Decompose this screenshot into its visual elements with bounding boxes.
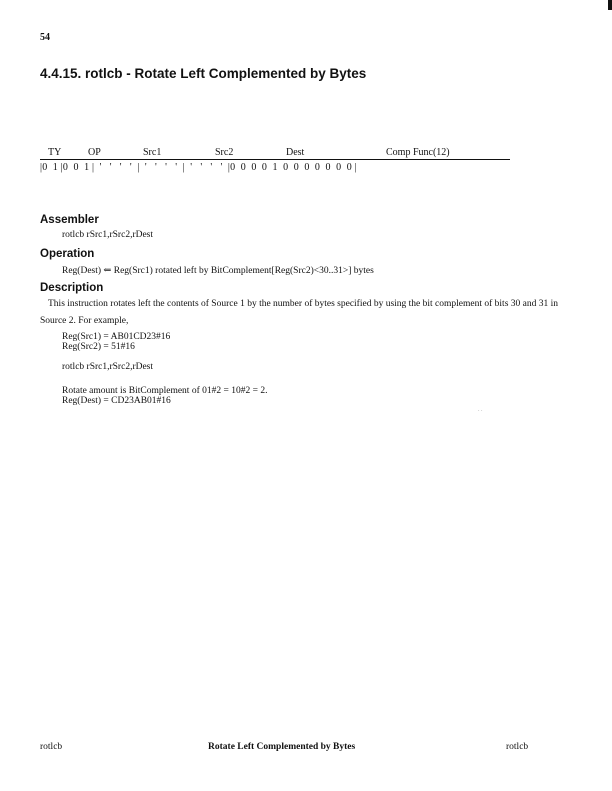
page-number: 54 — [40, 32, 50, 43]
field-label-comp-func: Comp Func(12) — [386, 147, 450, 158]
footer-right: rotlcb — [506, 742, 529, 752]
assembler-heading: Assembler — [40, 214, 99, 226]
operation-heading: Operation — [40, 248, 95, 260]
instruction-encoding — [40, 147, 510, 183]
example-line: Reg(Src1) = AB01CD23#16 — [62, 332, 171, 342]
field-label-ty: TY — [48, 147, 62, 158]
example-line: Reg(Src2) = 51#16 — [62, 342, 135, 352]
description-heading: Description — [40, 282, 104, 294]
field-label-dest: Dest — [286, 147, 305, 158]
page-edge-mark — [608, 0, 612, 10]
field-label-src1: Src1 — [143, 147, 162, 158]
scan-speck: . . — [478, 407, 483, 413]
section-title: 4.4.15. rotlcb - Rotate Left Complemented by Bytes — [40, 66, 367, 81]
operation-text: Reg(Dest) ⇐ Reg(Src1) rotated left by BitComplement[Reg(Src2)<30..31>] bytes — [62, 266, 374, 276]
example-line: Rotate amount is BitComplement of 01#2 = 10#2 = 2. — [62, 386, 268, 396]
example-line: Reg(Dest) = CD23AB01#16 — [62, 396, 171, 406]
description-text: This instruction rotates left the contents of Source 1 by the number of bytes specified by using the bit complement of bits 30 and 31 in Source 2. For example, — [40, 299, 558, 326]
encoding-bits: |0 1 |0 0 1 | ' ' ' ' | ' ' ' ' | ' ' ' ' |0 0 0 0 1 0 0 0 0 0 0 0 | — [40, 162, 357, 173]
encoding-rule — [40, 159, 510, 160]
footer-center: Rotate Left Complemented by Bytes — [208, 742, 356, 752]
assembler-text: rotlcb rSrc1,rSrc2,rDest — [62, 230, 154, 240]
field-label-op: OP — [88, 147, 101, 158]
field-label-src2: Src2 — [215, 147, 234, 158]
example-line: rotlcb rSrc1,rSrc2,rDest — [62, 362, 154, 372]
footer-left: rotlcb — [40, 742, 63, 752]
